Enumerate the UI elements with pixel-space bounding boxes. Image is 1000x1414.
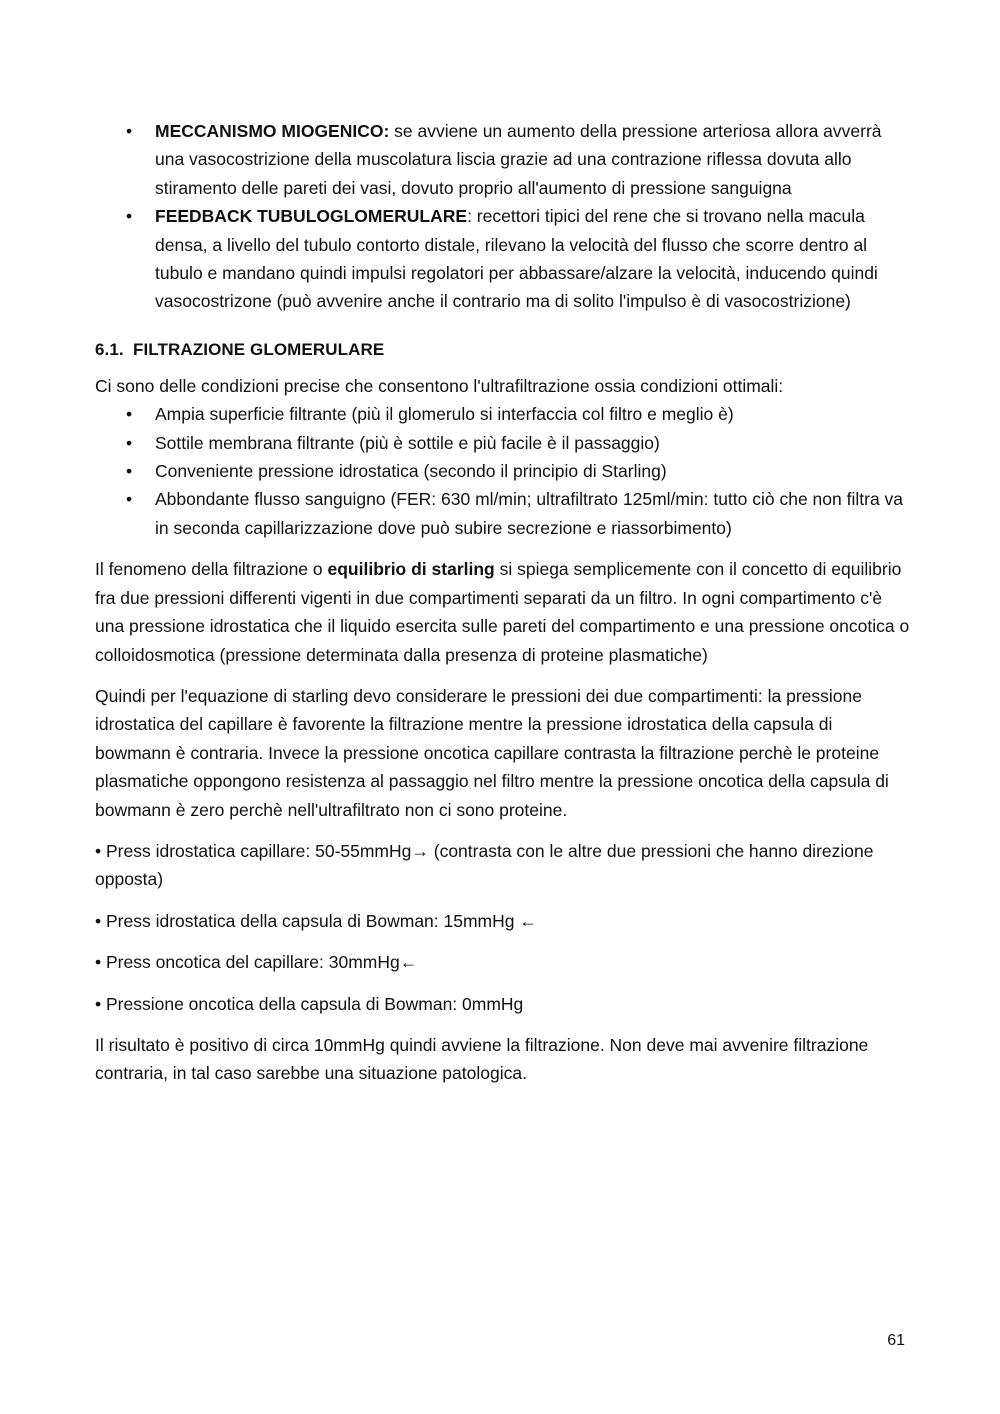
bullet-icon: • [126,461,133,482]
bullet-icon: • [126,404,133,425]
list-item [95,429,910,457]
list-item-text: Ampia superficie filtrante (più il glomerulo si interfaccia col filtro e meglio è) [155,404,734,425]
list-item-text: Sottile membrana filtrante (più è sottile e più facile è il passaggio) [155,432,660,453]
list-item-bold: MECCANISMO MIOGENICO: [155,121,390,141]
list-item-text: : recettori tipici del rene che si trovano nella macula densa, a livello del tubulo contorto distale, rilevano la velocità del flusso che scorre dentro al tubulo e mandano quindi impulsi regolatori per abbassare/alzare la velocità, inducendo quindi vasocostrizone (può avvenire anche il contrario ma di solito l'impulso è di vasocostrizione) [155,206,878,312]
pressure-line: • Press oncotica del capillare: 30mmHg← [95,952,418,973]
section-title: FILTRAZIONE GLOMERULARE [133,339,385,359]
list-item-text: se avviene un aumento della pressione arteriosa allora avverrà una vasocostrizione della muscolatura liscia grazie ad una contrazione riflessa dovuta allo stiramento delle pareti dei vasi, dovuto proprio all'aumento di pressione sanguigna [155,121,882,198]
bullet-icon: • [126,432,133,453]
bullet-icon: • [126,489,133,510]
paragraph-bold: equilibrio di starling [327,559,495,580]
pressure-line: • Press idrostatica capillare: 50-55mmHg→ (contrasta con le altre due pressioni che hanno direzione opposta) [95,840,874,890]
list-item-text: Conveniente pressione idrostatica (secondo il principio di Starling) [155,461,667,482]
list-item-text: Abbondante flusso sanguigno (FER: 630 ml/min; ultrafiltrato 125ml/min: tutto ciò che non filtra va in seconda capillarizzazione dove può subire secrezione e riassorbimento) [155,489,904,538]
section-number: 6.1. [95,339,124,359]
page-number: 61 [887,1332,905,1349]
bullet-icon: • [126,121,133,141]
conclusion-paragraph: Il risultato è positivo di circa 10mmHg quindi avviene la filtrazione. Non deve mai avvenire filtrazione contraria, in tal caso sarebbe una situazione patologica. [95,1034,869,1084]
pressure-line: • Pressione oncotica della capsula di Bowman: 0mmHg [95,993,524,1014]
bullet-icon: • [126,206,133,227]
starling-paragraph [95,555,910,669]
section-heading [95,340,910,360]
intro-paragraph: Ci sono delle condizioni precise che consentono l'ultrafiltrazione ossia condizioni ottimali: [95,375,784,396]
list-item [95,400,910,428]
list-item [95,485,910,542]
paragraph-text: Il fenomeno della filtrazione o [95,559,328,580]
paragraph-text: si spiega semplicemente con il concetto di equilibrio fra due pressioni differenti vigenti in due compartimenti separati da un filtro. In ogni compartimento c'è una pressione idrostatica che il liquido esercita sulle pareti del compartimento e una pressione oncotica o colloidosmotica (pressione determinata dalla presenza di proteine plasmatiche) [95,559,910,665]
document-page [95,117,910,1088]
list-item [95,117,910,202]
list-item-bold: FEEDBACK TUBULOGLOMERULARE [155,206,468,227]
list-item [95,457,910,485]
equation-paragraph: Quindi per l'equazione di starling devo considerare le pressioni dei due compartimenti: la pressione idrostatica del capillare è favorente la filtrazione mentre la pressione idrostatica della capsula di bowmann è contraria. Invece la pressione oncotica capillare contrasta la filtrazione perchè le proteine plasmatiche oppongono resistenza al passaggio nel filtro mentre la pressione oncotica della capsula di bowmann è zero perchè nell'ultrafiltrato non ci sono proteine. [95,685,889,820]
conditions-list [95,400,910,542]
regulation-mechanisms-list [95,117,910,316]
list-item [95,202,910,316]
pressure-line: • Press idrostatica della capsula di Bowman: 15mmHg ← [95,910,537,931]
